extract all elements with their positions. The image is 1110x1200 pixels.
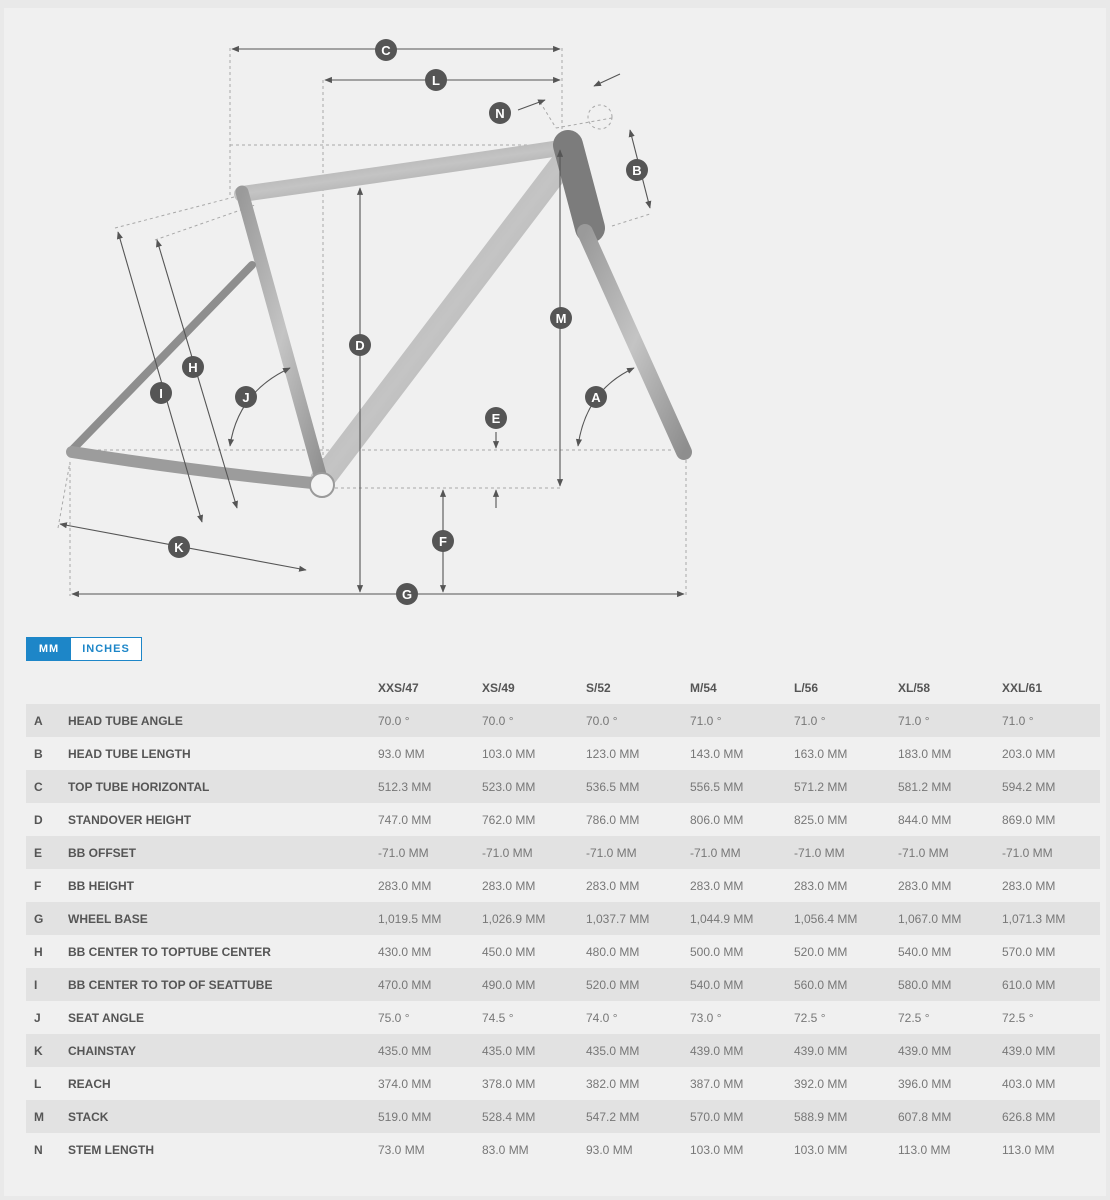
row-value: 93.0 MM bbox=[378, 737, 482, 770]
row-value: 520.0 MM bbox=[794, 935, 898, 968]
row-letter: D bbox=[26, 803, 68, 836]
row-value: 74.0 ° bbox=[586, 1001, 690, 1034]
label-m-marker bbox=[550, 307, 572, 329]
row-value: 439.0 MM bbox=[794, 1034, 898, 1067]
row-value: 747.0 MM bbox=[378, 803, 482, 836]
table-row bbox=[26, 968, 1100, 1001]
row-value: 283.0 MM bbox=[378, 869, 482, 902]
row-value: 71.0 ° bbox=[690, 704, 794, 737]
row-value: 1,056.4 MM bbox=[794, 902, 898, 935]
row-value: 570.0 MM bbox=[1002, 935, 1100, 968]
row-letter: K bbox=[26, 1034, 68, 1067]
row-value: 450.0 MM bbox=[482, 935, 586, 968]
seat-stay bbox=[72, 265, 252, 450]
row-value: 435.0 MM bbox=[378, 1034, 482, 1067]
table-row bbox=[26, 803, 1100, 836]
row-value: -71.0 MM bbox=[1002, 836, 1100, 869]
row-value: 403.0 MM bbox=[1002, 1067, 1100, 1100]
row-value: 580.0 MM bbox=[898, 968, 1002, 1001]
svg-text:A: A bbox=[591, 390, 601, 405]
row-value: 570.0 MM bbox=[690, 1100, 794, 1133]
row-value: 143.0 MM bbox=[690, 737, 794, 770]
row-value: 123.0 MM bbox=[586, 737, 690, 770]
mm-unit-button[interactable]: MM bbox=[27, 638, 71, 660]
row-letter: C bbox=[26, 770, 68, 803]
fork bbox=[585, 232, 684, 452]
row-value: 103.0 MM bbox=[794, 1133, 898, 1166]
row-value: 72.5 ° bbox=[1002, 1001, 1100, 1034]
row-value: 519.0 MM bbox=[378, 1100, 482, 1133]
steerer-extension bbox=[588, 105, 612, 129]
row-value: 762.0 MM bbox=[482, 803, 586, 836]
row-value: 556.5 MM bbox=[690, 770, 794, 803]
row-value: -71.0 MM bbox=[898, 836, 1002, 869]
label-f-marker bbox=[432, 530, 454, 552]
row-letter: F bbox=[26, 869, 68, 902]
row-value: 523.0 MM bbox=[482, 770, 586, 803]
table-row bbox=[26, 1133, 1100, 1166]
row-measurement-name: HEAD TUBE ANGLE bbox=[68, 704, 378, 737]
row-measurement-name: STANDOVER HEIGHT bbox=[68, 803, 378, 836]
row-value: 71.0 ° bbox=[898, 704, 1002, 737]
table-row bbox=[26, 704, 1100, 737]
table-row bbox=[26, 902, 1100, 935]
row-value: 435.0 MM bbox=[586, 1034, 690, 1067]
row-value: 70.0 ° bbox=[586, 704, 690, 737]
row-value: 806.0 MM bbox=[690, 803, 794, 836]
row-measurement-name: BB HEIGHT bbox=[68, 869, 378, 902]
row-value: 183.0 MM bbox=[898, 737, 1002, 770]
row-measurement-name: HEAD TUBE LENGTH bbox=[68, 737, 378, 770]
row-value: 430.0 MM bbox=[378, 935, 482, 968]
size-header: S/52 bbox=[586, 681, 611, 695]
row-value: 571.2 MM bbox=[794, 770, 898, 803]
row-measurement-name: STACK bbox=[68, 1100, 378, 1133]
row-value: 103.0 MM bbox=[482, 737, 586, 770]
row-measurement-name: BB CENTER TO TOP OF SEATTUBE bbox=[68, 968, 378, 1001]
row-value: 75.0 ° bbox=[378, 1001, 482, 1034]
row-value: 71.0 ° bbox=[794, 704, 898, 737]
table-row bbox=[26, 836, 1100, 869]
label-l-marker bbox=[425, 69, 447, 91]
svg-text:E: E bbox=[491, 411, 501, 426]
row-value: 470.0 MM bbox=[378, 968, 482, 1001]
label-e-marker bbox=[485, 407, 507, 429]
row-measurement-name: BB CENTER TO TOPTUBE CENTER bbox=[68, 935, 378, 968]
label-a-marker bbox=[585, 386, 607, 408]
unit-toggle bbox=[26, 637, 142, 661]
row-value: 626.8 MM bbox=[1002, 1100, 1100, 1133]
row-value: 1,071.3 MM bbox=[1002, 902, 1100, 935]
row-value: 581.2 MM bbox=[898, 770, 1002, 803]
row-letter: J bbox=[26, 1001, 68, 1034]
table-row bbox=[26, 1034, 1100, 1067]
row-value: 283.0 MM bbox=[482, 869, 586, 902]
row-letter: G bbox=[26, 902, 68, 935]
label-c-marker bbox=[375, 39, 397, 61]
svg-text:D: D bbox=[355, 338, 365, 353]
row-value: 283.0 MM bbox=[898, 869, 1002, 902]
inches-unit-button[interactable]: INCHES bbox=[71, 638, 141, 660]
bottom-bracket bbox=[310, 473, 334, 497]
label-g-marker bbox=[396, 583, 418, 605]
svg-text:B: B bbox=[632, 163, 642, 178]
size-header: M/54 bbox=[690, 681, 717, 695]
dimension-labels bbox=[150, 39, 648, 605]
row-value: 374.0 MM bbox=[378, 1067, 482, 1100]
row-value: 490.0 MM bbox=[482, 968, 586, 1001]
table-row bbox=[26, 1067, 1100, 1100]
row-value: 378.0 MM bbox=[482, 1067, 586, 1100]
geometry-table bbox=[26, 672, 1100, 1166]
row-value: -71.0 MM bbox=[690, 836, 794, 869]
size-header: XXS/47 bbox=[378, 681, 419, 695]
row-letter: A bbox=[26, 704, 68, 737]
row-measurement-name: SEAT ANGLE bbox=[68, 1001, 378, 1034]
row-value: 72.5 ° bbox=[898, 1001, 1002, 1034]
row-value: 1,044.9 MM bbox=[690, 902, 794, 935]
row-value: 560.0 MM bbox=[794, 968, 898, 1001]
row-value: 520.0 MM bbox=[586, 968, 690, 1001]
down-tube bbox=[322, 160, 565, 480]
row-value: 825.0 MM bbox=[794, 803, 898, 836]
row-value: 387.0 MM bbox=[690, 1067, 794, 1100]
row-value: 283.0 MM bbox=[586, 869, 690, 902]
row-value: 283.0 MM bbox=[690, 869, 794, 902]
row-value: 1,037.7 MM bbox=[586, 902, 690, 935]
row-measurement-name: STEM LENGTH bbox=[68, 1133, 378, 1166]
row-value: 500.0 MM bbox=[690, 935, 794, 968]
row-value: 74.5 ° bbox=[482, 1001, 586, 1034]
row-measurement-name: REACH bbox=[68, 1067, 378, 1100]
row-value: -71.0 MM bbox=[586, 836, 690, 869]
row-value: 70.0 ° bbox=[482, 704, 586, 737]
bike-frame bbox=[72, 145, 684, 484]
row-letter: N bbox=[26, 1133, 68, 1166]
svg-text:L: L bbox=[432, 73, 440, 88]
row-value: 1,067.0 MM bbox=[898, 902, 1002, 935]
top-tube bbox=[242, 148, 560, 194]
row-value: 382.0 MM bbox=[586, 1067, 690, 1100]
svg-text:H: H bbox=[188, 360, 198, 375]
row-value: 103.0 MM bbox=[690, 1133, 794, 1166]
row-value: 588.9 MM bbox=[794, 1100, 898, 1133]
label-j-marker bbox=[235, 386, 257, 408]
row-letter: I bbox=[26, 968, 68, 1001]
svg-text:C: C bbox=[381, 43, 391, 58]
row-value: 83.0 MM bbox=[482, 1133, 586, 1166]
svg-text:F: F bbox=[439, 534, 447, 549]
row-value: 73.0 MM bbox=[378, 1133, 482, 1166]
row-value: 392.0 MM bbox=[794, 1067, 898, 1100]
label-i-marker bbox=[150, 382, 172, 404]
row-value: 283.0 MM bbox=[794, 869, 898, 902]
table-header-row bbox=[26, 672, 1100, 704]
row-value: 610.0 MM bbox=[1002, 968, 1100, 1001]
row-value: 844.0 MM bbox=[898, 803, 1002, 836]
row-letter: E bbox=[26, 836, 68, 869]
row-value: 93.0 MM bbox=[586, 1133, 690, 1166]
row-value: 512.3 MM bbox=[378, 770, 482, 803]
row-value: 439.0 MM bbox=[898, 1034, 1002, 1067]
row-value: 113.0 MM bbox=[1002, 1133, 1100, 1166]
row-value: 73.0 ° bbox=[690, 1001, 794, 1034]
row-value: 396.0 MM bbox=[898, 1067, 1002, 1100]
row-value: 70.0 ° bbox=[378, 704, 482, 737]
table-row bbox=[26, 770, 1100, 803]
row-measurement-name: CHAINSTAY bbox=[68, 1034, 378, 1067]
row-value: -71.0 MM bbox=[482, 836, 586, 869]
label-h-marker bbox=[182, 356, 204, 378]
svg-text:K: K bbox=[174, 540, 184, 555]
svg-text:M: M bbox=[555, 311, 567, 326]
size-header: L/56 bbox=[794, 681, 819, 695]
row-value: 607.8 MM bbox=[898, 1100, 1002, 1133]
size-header: XL/58 bbox=[898, 681, 931, 695]
label-n-marker bbox=[489, 102, 511, 124]
label-d-marker bbox=[349, 334, 371, 356]
dimension-lines bbox=[60, 49, 684, 594]
row-letter: B bbox=[26, 737, 68, 770]
row-measurement-name: WHEEL BASE bbox=[68, 902, 378, 935]
table-row bbox=[26, 869, 1100, 902]
row-value: 480.0 MM bbox=[586, 935, 690, 968]
table-row bbox=[26, 1100, 1100, 1133]
label-k-marker bbox=[168, 536, 190, 558]
row-letter: M bbox=[26, 1100, 68, 1133]
row-value: -71.0 MM bbox=[794, 836, 898, 869]
row-value: 536.5 MM bbox=[586, 770, 690, 803]
svg-text:J: J bbox=[242, 390, 250, 405]
table-row bbox=[26, 737, 1100, 770]
row-value: 1,026.9 MM bbox=[482, 902, 586, 935]
label-b-marker bbox=[626, 159, 648, 181]
row-value: 72.5 ° bbox=[794, 1001, 898, 1034]
row-value: 547.2 MM bbox=[586, 1100, 690, 1133]
row-value: 439.0 MM bbox=[1002, 1034, 1100, 1067]
seat-tube bbox=[242, 192, 322, 482]
size-header: XS/49 bbox=[482, 681, 515, 695]
table-row bbox=[26, 1001, 1100, 1034]
row-value: 113.0 MM bbox=[898, 1133, 1002, 1166]
row-value: -71.0 MM bbox=[378, 836, 482, 869]
row-letter: H bbox=[26, 935, 68, 968]
row-value: 439.0 MM bbox=[690, 1034, 794, 1067]
row-value: 203.0 MM bbox=[1002, 737, 1100, 770]
chain-stay bbox=[72, 452, 322, 484]
row-value: 869.0 MM bbox=[1002, 803, 1100, 836]
svg-text:G: G bbox=[401, 587, 413, 602]
row-value: 540.0 MM bbox=[690, 968, 794, 1001]
row-measurement-name: TOP TUBE HORIZONTAL bbox=[68, 770, 378, 803]
head-tube bbox=[568, 145, 590, 228]
row-value: 435.0 MM bbox=[482, 1034, 586, 1067]
row-value: 71.0 ° bbox=[1002, 704, 1100, 737]
row-value: 528.4 MM bbox=[482, 1100, 586, 1133]
row-value: 540.0 MM bbox=[898, 935, 1002, 968]
svg-text:I: I bbox=[159, 386, 163, 401]
table-row bbox=[26, 935, 1100, 968]
row-value: 163.0 MM bbox=[794, 737, 898, 770]
row-value: 283.0 MM bbox=[1002, 869, 1100, 902]
size-header: XXL/61 bbox=[1002, 681, 1043, 695]
row-measurement-name: BB OFFSET bbox=[68, 836, 378, 869]
row-letter: L bbox=[26, 1067, 68, 1100]
row-value: 594.2 MM bbox=[1002, 770, 1100, 803]
row-value: 786.0 MM bbox=[586, 803, 690, 836]
svg-text:N: N bbox=[495, 106, 505, 121]
reference-lines bbox=[58, 48, 686, 596]
row-value: 1,019.5 MM bbox=[378, 902, 482, 935]
